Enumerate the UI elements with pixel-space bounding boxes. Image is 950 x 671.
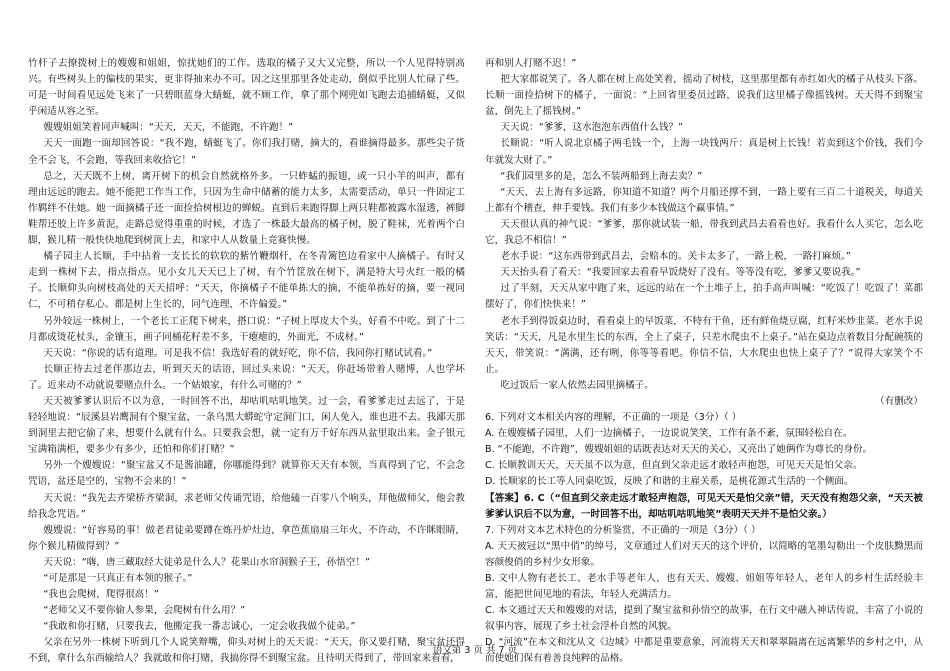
paragraph: A. 在嫂嫂橘子园里，人们一边摘橘子，一边说说笑笑，工作有条不紊，氛围轻松自在。 — [485, 428, 853, 440]
page-footer: 语文第 3 页 共 7 页 — [432, 645, 518, 656]
paragraph: 6. 下列对文本相关内容的理解，不正确的一项是（3分）（ ） — [485, 412, 742, 424]
left-column — [28, 56, 465, 668]
paragraph: 老水手到得饭桌边时，看看桌上的早饭菜，不特有干鱼，还有鲜鱼烧豆腐，红籽米炒韭菜。老水手说笑话：“天天，凡是水里生长的东西，全上了桌子，只差水爬虫不上桌子。”站在桌边点着数目分配碗筷的天天，带笑说：“满满，还有咧，你等等看吧。你信不信，大水爬虫也快上桌子了？”说得大家笑个不止。 — [485, 315, 923, 375]
paragraph: “天天，去上海有多远路，你知道不知道？两个月船还撑不到，一路上要有三百二十道税关，每道关上都有个稽查，伸手要钱。我们有多少本钱做这个赢事情。” — [485, 186, 923, 214]
paragraph: 老水手说：“这东西带到武昌去，会赔本的。关卡太多了，一路上税，一路打麻烦。” — [500, 251, 851, 263]
paragraph: D. “河流”在本文和沈从文《边城》中都是重要意象，河流将天天和翠翠隔离在远离繁华的乡村之中，从而使她们保有着善良纯粹的品格。 — [485, 637, 923, 665]
paragraph: D. 长顺家的长工等人同桌吃饭，反映了和谐的主雇关系，是桃花源式生活的一个侧面。 — [485, 476, 854, 488]
paragraph: “老师父又不要你偷人参果，会爬树有什么用？” — [43, 605, 246, 617]
paragraph: “可是那是一只真正有本领的猴子。” — [43, 573, 193, 584]
paragraph: 过了半刻，天天从家中跑了来，远远的站在一个土堆子上，拍手高声叫喊：“吃饭了！吃饭了！菜都摆好了，你们快快来！” — [485, 283, 923, 311]
paragraph: 天天说：“你说的话有道理。可是我不信！我选好看的就好吃，你不信，我同你打赌试试看。” — [43, 347, 433, 359]
paragraph: 天天说：“嗨，唐三藏取经大徒弟是什么人？花果山水帘洞猴子王，孙悟空！” — [43, 556, 370, 568]
paragraph: 总之，天天既不上树，离开树下的机会自然就格外多。一只蚱蜢的振翅，或一只小羊的叫声，都有理由远远的跑去。她不能把工作当工作，只因为生命中储蓄的能力太多，太需要活动，单只一件固定工作羁绊不住她。她一面摘橘子还一面捡拾树根边的蝉蜕。直到后来跑得脚上两只鞋都被露水湿透，裤脚鞋帮还胶上许多黄泥，走路总觉得重重的时候，才选了一株最大最高的橘子树，脱了鞋袜，光着两个白脚，猴儿精一般快快地爬到树顶上去，和家中人从数量上竞赛快慢。 — [28, 170, 465, 247]
paragraph: B. 文中人物有老长工、老水手等老年人，也有天天、嫂嫂、姐姐等年轻人，老年人的乡村生活经验丰富，能把世间见地的看法，年轻人充满活力。 — [485, 573, 923, 601]
right-column — [485, 56, 923, 668]
paragraph: 天天很认真的神气说：“爹爹，那你就试装一船，带我到武昌去看看也好。我看什么人买它，怎么吃它，我总不相信！” — [485, 218, 923, 247]
paragraph: 竹杆子去撩拨树上的嫂嫂和姐姐，惊扰她们的工作。选取的橘子又大又完整，所以一个人见得特别高兴。有些树头上的偏枝的果实，更非得抽来办不可。因之这里那里各处走动，倒似乎比别人忙碌了些。可是一时间看见远处飞来了一只碧眼蓝身大蜻蜓，就不顾工作，拿了那个网兜如飞跑去追捕蜻蜓，又似乎闲适从容之至。 — [28, 58, 465, 118]
paragraph: C. 本文通过天天和嫂嫂的对话，提到了聚宝盆和孙悟空的故事，在行文中融入神话传说，丰富了小说的叙事内容，展现了乡土社会浮朴自然的风貌。 — [485, 605, 923, 633]
paragraph: 再和别人打赌不迟！” — [485, 58, 577, 69]
paragraph: （有删改） — [875, 395, 923, 407]
paragraph: 另外一个嫂嫂说：“聚宝盆又不是酱油罐，你哪能得到？就算你天天有本领，当真得到了它，不会念咒语，盆还是空的，宝物不会来的！” — [28, 460, 465, 488]
paragraph: 天天一面跑一面却回答说：“我不跑，蜻蜓飞了。你们我打赌，摘大的，看谁摘得最多。那些尖子货全不会飞，不会跑，等我回来收拾它！” — [28, 138, 465, 166]
paragraph: “我们园里多的是，怎么不装两船到上海去卖？” — [500, 170, 703, 182]
paragraph: B. “不能跑，不许跑”，嫂嫂姐姐的话既表达对天天的关心，又亮出了她俩作为尊长的身份。 — [485, 444, 873, 456]
paragraph: 橘子园主人长顺，手中拈着一支长长的软软的紫竹鞭烟杆，在冬青篱笆边看家中人摘橘子。有时又走到一株树下去，指点指点。见小女儿天天已上了树，有个竹筐放在树下，满是特大号火红一般的橘子。长顺仰头向树枝高处的天天招呼：“天天，你摘橘子不能单拣大的摘，不能单拣好的摘，要一视同仁，不可稍存私心。都是树上生长的，同气连理，不许偏爱。” — [28, 251, 465, 311]
paragraph: 另外较远一株树上，一个老长工正爬下树来，搭口说：“子树上厚皮大个头，好看不中吃。到了十二月都成烫花杖头，金镶玉，画子同桶花籽差不多，干瘪瘪的，外面光，不成材。” — [28, 315, 465, 343]
paragraph: 嫂嫂姐姐笑着同声喊叫：“天天，天天，不能跑，不许跑！” — [43, 122, 294, 134]
paragraph: 天天说：“爹爹，这水泡泡东西值什么钱？” — [500, 122, 683, 134]
paragraph: 嫂嫂说：“好容易的事！做老君徒弟要蹲在炼丹炉灶边，拿芭蕉扇扇三年火，不许动，不许眯眼睛，你个猴儿精做得到？” — [28, 524, 465, 552]
paragraph: 天天抬头看了看天：“我要回家去看看早饭烧好了没有。等等没有吃，爹爹又要说我。” — [500, 267, 861, 279]
paragraph: 天天被爹爹认识后不以为意，一时回答不出，却咕叽咕叽地笑。过一会，看爹爹走过去远了，于是轻轻地说：“辰溪县岩鹰洞有个聚宝盆，一条乌黑大蟒蛇守定洞门口，闲人免入，谁也进不去。我鄙天那到洞里去把它偷了来，想要什么就有什么。只要我会想，就一定有万千好东西从盆里取出来。金子银元宝满箱满柜，要多少有多少，还怕和你们打赌？” — [28, 395, 465, 456]
paragraph: 长顺正待去过老伴那边去，听到天天的话语，回过头来说：“天天，你赶场带着人赌博，人也学坏了。近来动不动就说要赌点什么。一个姑娘家，有什么可赌的？” — [28, 363, 465, 391]
paragraph: 吃过饭后一家人依然去园里摘橘子。 — [500, 379, 654, 391]
paragraph: 父亲在另外一株树下听到几个人说笑辩嘴，仰头对树上的天天说：“天天，你又要打赌，聚宝盆还得不到，拿什么东西输给人？我就敢和你打赌，我搞你得不到聚宝盆。且待明天得到了，带回家来看看， — [28, 637, 465, 665]
paragraph: 7. 下列对文本艺术特色的分析鉴赏，不正确的一项是（3分）（ ） — [485, 524, 761, 536]
paragraph: “我也会爬树，爬得很高！” — [43, 589, 159, 601]
paragraph: A. 天天被冠以“黑中俏”的绰号，文章通过人们对天天的这个评价，以简略的笔墨勾勒出一个皮肤黝黑而容颜俊俏的乡村少女形象。 — [485, 540, 923, 568]
paragraph: 天天说：“我先去齐梁桥齐梁洞，求老师父传诵咒语，给他磕一百零八个响头，拜他做师父，他会教给我念咒语。” — [28, 492, 465, 520]
paragraph: C. 长顺教训天天，天天虽不以为意，但直到父亲走远才敢轻声抱怨，可见天天是怕父亲。 — [485, 460, 863, 472]
paragraph: “我敢和你打赌，只要我去，他搬定我一番志诚心，一定会收我做个徒弟。” — [43, 621, 356, 633]
paragraph: 长顺说：“听人说北京橘子两毛钱一个，上海一块钱两斤：真是树上长钱！若卖到这个价钱，我们今年就发大财了。” — [485, 138, 923, 166]
paragraph: 【答案】6. C（“但直到父亲走远才敢轻声抱怨，可见天天是怕父亲”错，天天没有抱怨父亲，“天天被爹爹认识后不以为意，一时回答不出，却咕叽咕叽地笑”表明天天并不是怕父亲。） — [485, 492, 923, 520]
paragraph: 把大家都说笑了。各人都在树上高处笑着，摇动了树枝，这里那里都有赤红如火的橘子从枝头下落。长顺一面捡拾树下的橘子，一面说：“上回省里委员过路，说我们这里橘子像摇钱树。天天得不到聚宝盆，倒先上了摇钱树。” — [485, 74, 923, 118]
